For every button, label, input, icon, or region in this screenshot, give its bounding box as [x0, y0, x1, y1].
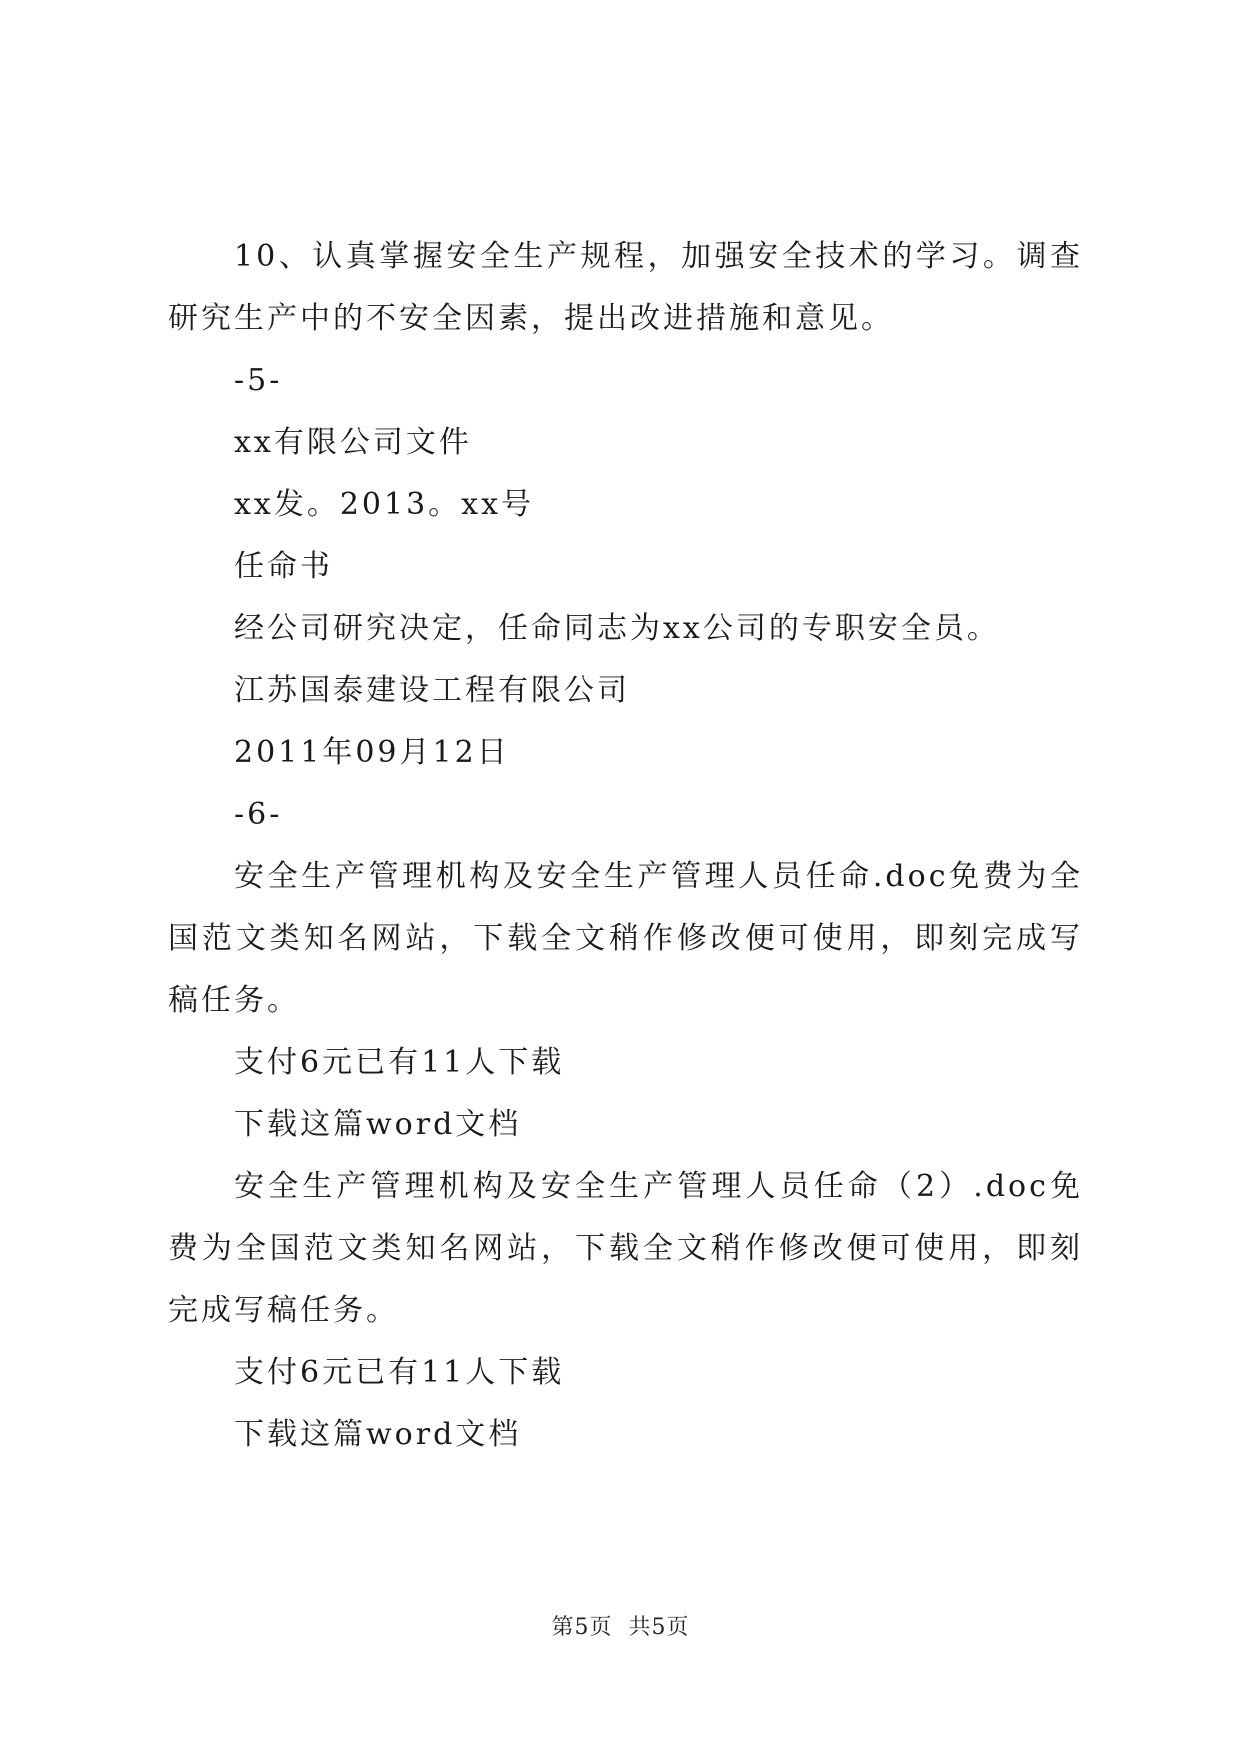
document-number: xx发。2013。xx号 — [234, 487, 535, 522]
company-signature: 江苏国泰建设工程有限公司 — [234, 673, 630, 708]
download-price-info-2: 支付6元已有11人下载 — [234, 1355, 565, 1390]
appointment-body: 经公司研究决定，任命同志为xx公司的专职安全员。 — [234, 611, 1000, 646]
download-price-info: 支付6元已有11人下载 — [234, 1045, 565, 1080]
document-body — [168, 226, 1083, 1466]
signature-date: 2011年09月12日 — [234, 735, 510, 770]
download-promo-text-2: 安全生产管理机构及安全生产管理人员任命（2）.doc免费为全国范文类知名网站，下载全文稍作修改便可使用，即刻完成写稿任务。 — [168, 1169, 1083, 1328]
page-footer — [0, 1610, 1241, 1641]
download-promo-text: 安全生产管理机构及安全生产管理人员任命.doc免费为全国范文类知名网站，下载全文稍作修改便可使用，即刻完成写稿任务。 — [168, 859, 1083, 1018]
paragraph-safety-item-10: 10、认真掌握安全生产规程，加强安全技术的学习。调查研究生产中的不安全因素，提出改进措施和意见。 — [168, 239, 1083, 336]
page-number-current: 第5页 — [551, 1615, 613, 1640]
page-marker-6: -6- — [234, 797, 283, 832]
appointment-title: 任命书 — [234, 549, 333, 584]
page-marker-5: -5- — [234, 363, 283, 398]
download-word-link-2[interactable]: 下载这篇word文档 — [234, 1417, 522, 1452]
download-word-link[interactable]: 下载这篇word文档 — [234, 1107, 522, 1142]
page-number-total: 共5页 — [628, 1615, 690, 1640]
company-document-header: xx有限公司文件 — [234, 425, 472, 460]
